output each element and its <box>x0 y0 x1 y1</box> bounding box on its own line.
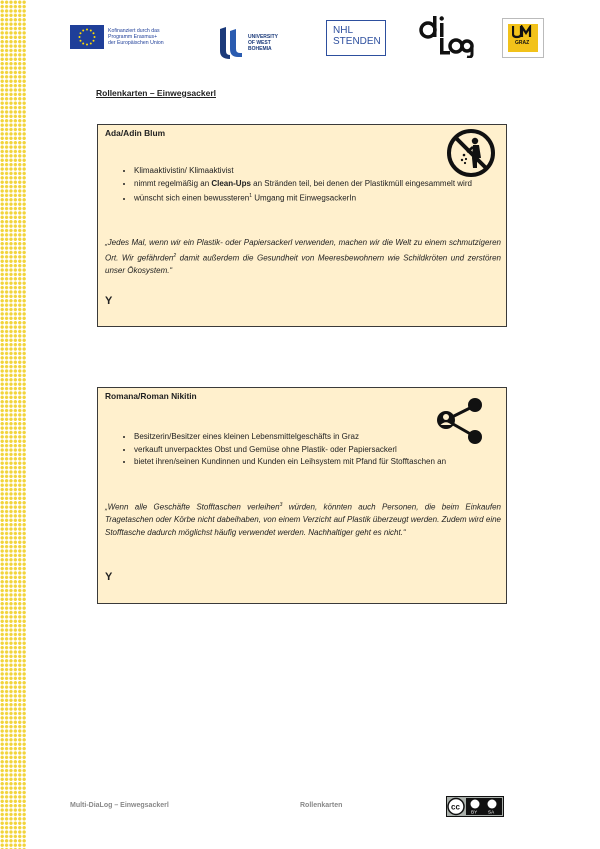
yellow-dot-strip <box>0 0 26 849</box>
eu-cofunding-logo <box>70 24 188 50</box>
header-logos <box>70 14 550 60</box>
uni-graz-label: GRAZ <box>515 40 530 46</box>
role-card-y-marker: Y <box>105 571 113 583</box>
role-card-y-marker: Y <box>105 295 113 307</box>
bullet-item: • wünscht sich einen bewussteren$^1$ Umgang mit EinwegsackerIn <box>134 190 502 205</box>
eu-flag-icon <box>70 25 104 49</box>
role-card-romana-nikitin <box>97 387 507 604</box>
cc-by-sa-license-badge <box>446 796 504 817</box>
uwb-mark-icon <box>218 27 244 59</box>
bullet-item: • nimmt regelmäßig an Clean-Ups an Stränden teil, bei denen der Plastikmüll eingesammelt wird <box>134 178 502 191</box>
footer-section-name: Rollenkarten <box>300 802 343 809</box>
uwb-logo-text: UNIVERSITY OF WEST BOHEMIA <box>248 34 279 52</box>
dialog-logo <box>418 16 474 62</box>
nhl-stenden-logo: NHL STENDEN <box>326 20 386 56</box>
eu-logo-text: Kofinanziert durch das Programm Erasmus+ der Europäischen Union <box>108 28 164 46</box>
svg-text:cc: cc <box>451 802 460 812</box>
bullet-item: • Besitzerin/Besitzer eines kleinen Lebensmittelgeschäfts in Graz <box>134 431 502 444</box>
uni-graz-logo <box>502 18 544 58</box>
footer-project-title: Multi-DiaLog – Einwegsackerl <box>70 802 169 809</box>
role-card-quote: „Wenn alle Geschäfte Stofftaschen verleihen$^3$ würden, könnten auch Personen, die beim Einkaufen Tragetaschen oder Körbe nicht dabeihaben, von einem Verzicht auf Plastik überzeugt werden. Zudem wird eine Stofftasche dadurch möglichst häufig verwendet werden. Nachhaltiger geht es nicht.“ <box>105 502 502 537</box>
role-card-quote: „Jedes Mal, wenn wir ein Plastik- oder Papiersackerl verwenden, machen wir die Welt zu einem schmutzigeren Ort. Wir gefährden$^2$ damit außerdem die Gesundheit von Meeresbewohnern wie Schildkröten und zerstören unser Ökosystem.“ <box>105 238 501 275</box>
license-by-label: BY <box>471 809 478 815</box>
bullet-item: • bietet ihren/seinen Kundinnen und Kunden ein Leihsystem mit Pfand für Stofftaschen an <box>134 456 502 469</box>
dialog-logo-mark <box>418 16 474 58</box>
role-card-bullets <box>120 431 502 469</box>
bullet-item: • verkauft unverpacktes Obst und Gemüse ohne Plastik- oder Papiersackerl <box>134 444 502 457</box>
license-sa-label: SA <box>488 809 495 815</box>
role-card-bullets <box>120 165 502 205</box>
um-letters-icon <box>512 25 532 39</box>
bullet-item: • Klimaaktivistin/ Klimaaktivist <box>134 165 502 178</box>
role-card-name: Romana/Roman Nikitin <box>105 391 197 401</box>
page-title: Rollenkarten – Einwegsackerl <box>96 88 216 98</box>
role-card-ada-blum <box>97 124 507 327</box>
role-card-name: Ada/Adin Blum <box>105 128 166 138</box>
creative-commons-icon <box>447 797 503 816</box>
university-west-bohemia-logo <box>218 20 278 66</box>
